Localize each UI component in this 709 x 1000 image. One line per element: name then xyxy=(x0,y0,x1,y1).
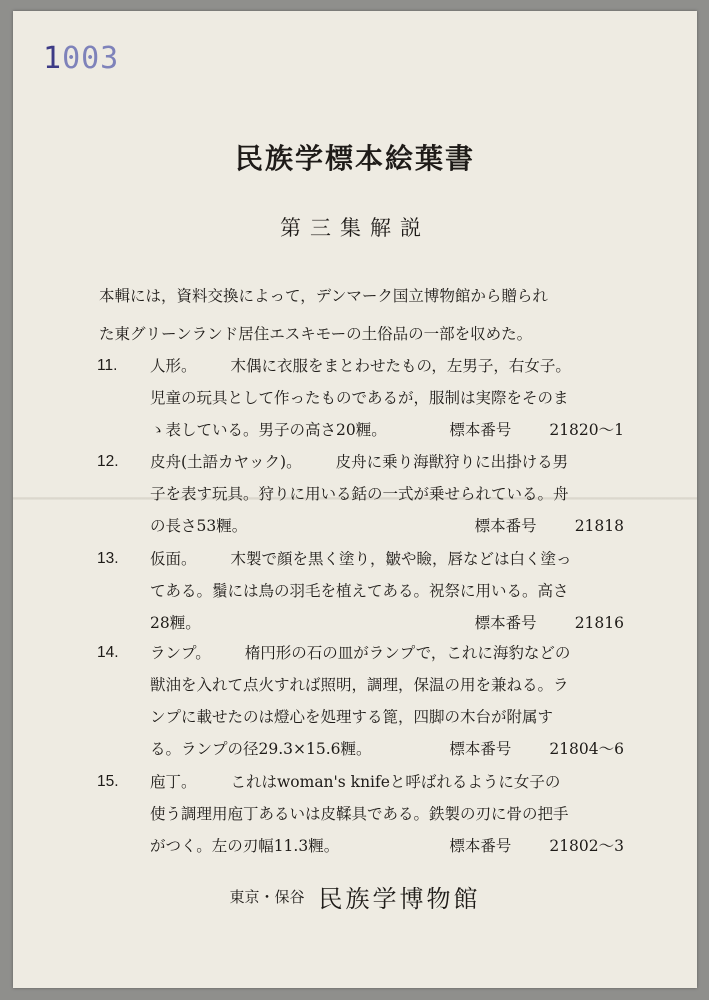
entry-heading: 皮舟(土語カヤック)。 xyxy=(150,453,302,471)
entry-text: 皮舟に乗り海獣狩りに出掛ける男 xyxy=(335,453,569,471)
intro-line: 本輯には，資料交換によって，デンマーク国立博物館から贈られ xyxy=(99,287,548,305)
entry-heading: 仮面。 xyxy=(150,550,197,568)
entry-text: 木偶に衣服をまとわせたもの，左男子，右女子。 xyxy=(230,357,571,375)
entry-heading: ランプ。 xyxy=(150,644,211,662)
entry-number: 15. xyxy=(97,773,119,790)
entry-text: ゝ表している。男子の高さ20糎。 xyxy=(150,421,387,439)
entry-text: る。ランプの径29.3×15.6糎。 xyxy=(150,740,372,758)
page-title: 民族学標本絵葉書 xyxy=(234,142,475,175)
entry-13 xyxy=(97,543,622,639)
entry-number: 14. xyxy=(97,644,119,661)
entry-text: 楕円形の石の皿がランプで，これに海豹などの xyxy=(244,644,571,662)
intro-paragraph xyxy=(99,277,619,353)
entry-15 xyxy=(97,766,622,862)
entry-text: の長さ53糎。 xyxy=(150,517,248,535)
specimen-number: 標本番号 21804〜6 xyxy=(449,740,624,758)
entry-text: ンプに載せたのは燈心を処理する篦，四脚の木台が附属す xyxy=(150,708,554,726)
intro-line: た東グリーンランド居住エスキモーの土俗品の一部を収めた。 xyxy=(99,325,533,343)
catalog-stamp: 1003 xyxy=(43,41,120,76)
entry-text: 子を表す玩具。狩りに用いる銛の一式が乗せられている。舟 xyxy=(150,485,569,503)
entry-text: てある。鬚には鳥の羽毛を植えてある。祝祭に用いる。高さ xyxy=(150,582,569,600)
postcard-sheet xyxy=(13,11,697,988)
entry-text: 木製で顔を黒く塗り，皺や瞼，唇などは白く塗っ xyxy=(230,550,572,568)
publisher-name: 民族学博物館 xyxy=(318,885,481,913)
publisher-location: 東京・保谷 xyxy=(229,888,305,906)
entry-text: がつく。左の刃幅11.3糎。 xyxy=(150,837,340,855)
specimen-number: 標本番号 21816 xyxy=(474,614,624,632)
entry-number: 12. xyxy=(97,453,119,470)
entry-text: 使う調理用庖丁あるいは皮鞣具である。鉄製の刃に骨の把手 xyxy=(150,805,569,823)
publisher-footer xyxy=(13,879,697,914)
entry-11 xyxy=(97,350,622,446)
entry-text: 児童の玩具として作ったものであるが，服制は実際をそのま xyxy=(150,389,569,407)
page-subtitle: 第三集解説 xyxy=(280,216,430,240)
entry-heading: 庖丁。 xyxy=(150,773,197,791)
entry-heading: 人形。 xyxy=(150,357,197,375)
specimen-number: 標本番号 21818 xyxy=(474,517,624,535)
entry-text: これはwoman's knifeと呼ばれるように女子の xyxy=(230,773,561,791)
entry-text: 28糎。 xyxy=(150,614,201,632)
specimen-number: 標本番号 21802〜3 xyxy=(449,837,624,855)
entry-12 xyxy=(97,446,622,542)
entry-number: 11. xyxy=(97,357,118,374)
entry-14 xyxy=(97,637,622,765)
entry-text: 獣油を入れて点火すれば照明，調理，保温の用を兼ねる。ラ xyxy=(150,676,569,694)
entry-number: 13. xyxy=(97,550,119,567)
specimen-number: 標本番号 21820〜1 xyxy=(449,421,624,439)
